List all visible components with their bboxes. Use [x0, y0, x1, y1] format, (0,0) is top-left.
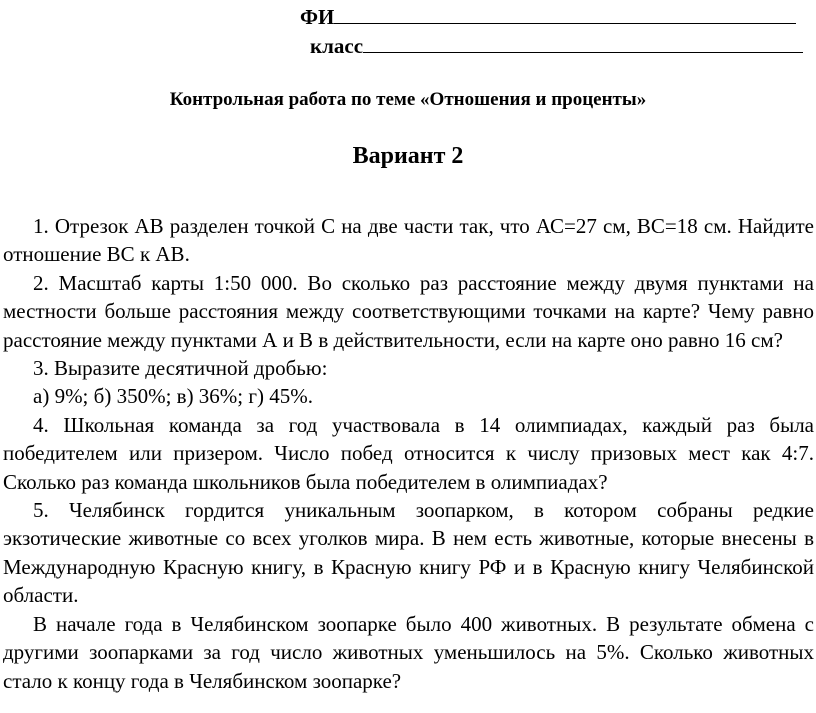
name-label: ФИ	[300, 5, 335, 29]
class-label: класс	[310, 34, 364, 58]
document-title: Контрольная работа по теме «Отношения и проценты»	[169, 89, 647, 110]
task-3: 3. Выразите десятичной дробью:	[33, 356, 328, 381]
task-2: 2. Масштаб карты 1:50 000. Во сколько раз расстояние между двумя пунктами на местности больше расстояния между соответствующими точками на карте? Чему равно расстояние между пунктами А и В в действительности, если на карте оно равно 16 см?	[3, 270, 814, 352]
task-4: 4. Школьная команда за год участвовала в 14 олимпиадах, каждый раз была победителем или призером. Число побед относится к числу призовых мест как 4:7. Сколько раз команда школьников была победителем в олимпиадах?	[3, 412, 814, 494]
class-field-line	[310, 32, 803, 58]
name-field-line	[300, 3, 796, 29]
task-5-continuation: В начале года в Челябинском зоопарке было 400 животных. В результате обмена с другими зоопарками за год число животных уменьшилось на 5%. Сколько животных стало к концу года в Челябинском зоопарке?	[3, 611, 814, 693]
task-list	[3, 212, 814, 695]
variant-heading: Вариант 2	[352, 143, 464, 169]
task-1: 1. Отрезок АВ разделен точкой С на две части так, что АС=27 см, ВС=18 см. Найдите отношение ВС к АВ.	[3, 214, 814, 267]
name-blank	[334, 3, 796, 24]
class-blank	[363, 32, 803, 53]
task-3-options: а) 9%; б) 350%; в) 36%; г) 45%.	[33, 384, 313, 409]
task-5: 5. Челябинск гордится уникальным зоопарком, в котором собраны редкие экзотические животные со всех уголков мира. В нем есть животные, которые внесены в Международную Красную книгу, в Красную книгу РФ и в Красную книгу Челябинской области.	[3, 498, 814, 608]
